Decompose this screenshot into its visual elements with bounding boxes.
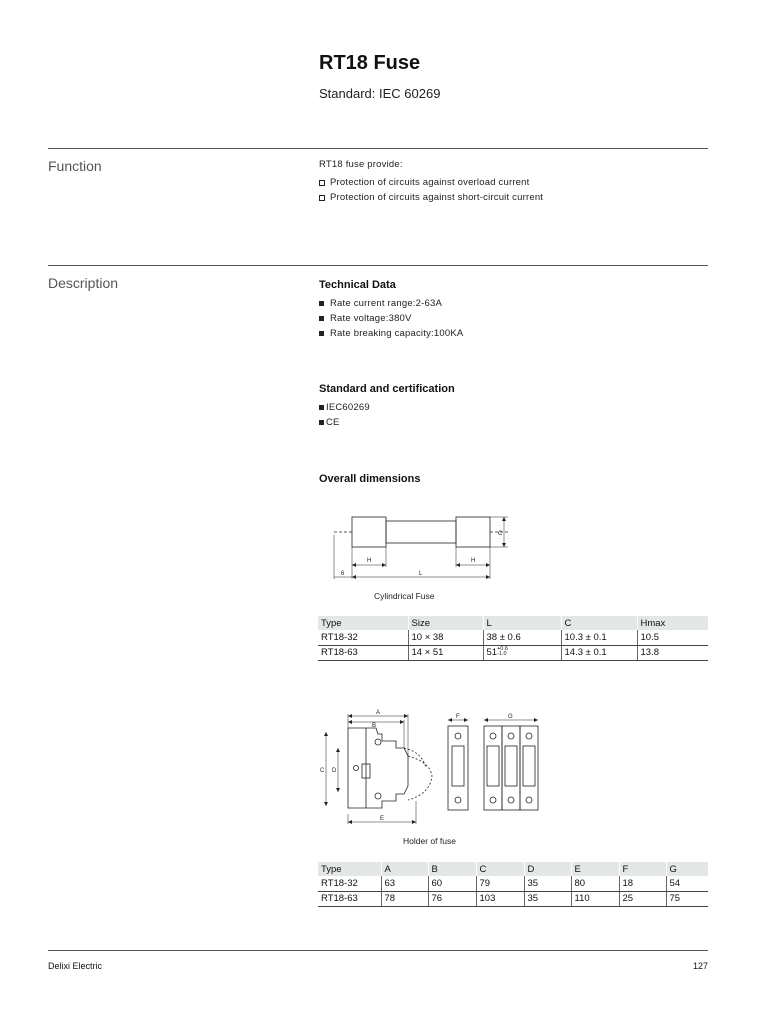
list-item-text: Protection of circuits against overload current — [330, 177, 530, 188]
table-cell: 38 ± 0.6 — [483, 630, 561, 645]
list-item — [319, 400, 370, 415]
column-header: Hmax — [637, 616, 708, 630]
section-label-function: Function — [48, 158, 102, 174]
table-cell: 78 — [381, 891, 428, 906]
footer-brand: Delixi Electric — [48, 961, 103, 971]
table-cell — [483, 645, 561, 660]
cylindrical-fuse-table — [318, 616, 708, 661]
tolerance-lower: -1.0 — [497, 651, 507, 658]
footer-divider — [48, 950, 708, 951]
column-header: C — [561, 616, 637, 630]
column-header: B — [428, 862, 476, 876]
page-title: RT18 Fuse — [319, 52, 421, 74]
column-header: D — [524, 862, 571, 876]
dim-label-h: H — [367, 558, 372, 564]
dim-label-b: B — [372, 723, 377, 729]
table-header-row — [318, 862, 708, 876]
table-cell: 35 — [524, 891, 571, 906]
cylindrical-fuse-caption: Cylindrical Fuse — [374, 591, 435, 601]
dim-label-a: A — [376, 710, 381, 716]
fuse-holder-table — [318, 862, 708, 907]
column-header: C — [476, 862, 524, 876]
standard-subtitle: Standard: IEC 60269 — [319, 86, 441, 101]
table-cell: 10.5 — [637, 630, 708, 645]
tolerance — [497, 647, 508, 657]
length-value: 51 — [486, 647, 498, 658]
dim-label-6: 6 — [341, 571, 345, 577]
table-cell: 18 — [619, 876, 666, 891]
list-item — [319, 326, 463, 341]
section-divider-description — [48, 265, 708, 266]
technical-data-list — [319, 296, 463, 341]
table-cell: 76 — [428, 891, 476, 906]
square-bullet-icon — [319, 316, 324, 321]
table-row — [318, 630, 708, 645]
checkbox-bullet-icon — [319, 180, 325, 186]
list-item — [319, 415, 370, 430]
column-header: A — [381, 862, 428, 876]
list-item-text: Rate breaking capacity:100KA — [330, 328, 464, 339]
list-item — [319, 311, 463, 326]
table-cell: RT18-32 — [318, 630, 408, 645]
list-item — [319, 296, 463, 311]
table-cell: 80 — [571, 876, 619, 891]
table-row — [318, 645, 708, 660]
standards-list — [319, 400, 370, 430]
function-intro: RT18 fuse provide: — [319, 159, 403, 170]
dim-label-l: L — [419, 571, 423, 577]
column-header: Type — [318, 616, 408, 630]
fuse-holder-diagram — [318, 706, 558, 831]
table-cell: RT18-63 — [318, 645, 408, 660]
standards-heading: Standard and certification — [319, 383, 455, 395]
square-bullet-icon — [319, 301, 324, 306]
table-cell: 79 — [476, 876, 524, 891]
list-item-text: CE — [326, 417, 340, 428]
table-header-row — [318, 616, 708, 630]
square-bullet-icon — [319, 420, 324, 425]
table-cell: 10.3 ± 0.1 — [561, 630, 637, 645]
fuse-holder-caption: Holder of fuse — [403, 836, 456, 846]
table-cell: 103 — [476, 891, 524, 906]
dim-label-c: C — [498, 531, 503, 537]
list-item — [319, 175, 543, 190]
table-cell: RT18-63 — [318, 891, 381, 906]
table-cell: 14 × 51 — [408, 645, 483, 660]
dim-label-e: E — [380, 816, 385, 822]
table-cell: 54 — [666, 876, 708, 891]
table-row — [318, 891, 708, 906]
column-header: L — [483, 616, 561, 630]
table-cell: 35 — [524, 876, 571, 891]
column-header: E — [571, 862, 619, 876]
list-item-text: Protection of circuits against short-circuit current — [330, 192, 544, 203]
list-item-text: Rate current range:2-63A — [330, 298, 442, 309]
table-cell: RT18-32 — [318, 876, 381, 891]
column-header: G — [666, 862, 708, 876]
table-cell: 63 — [381, 876, 428, 891]
column-header: Type — [318, 862, 381, 876]
list-item — [319, 190, 543, 205]
cylindrical-fuse-diagram — [318, 505, 518, 585]
technical-data-heading: Technical Data — [319, 279, 396, 291]
table-cell: 14.3 ± 0.1 — [561, 645, 637, 660]
table-cell: 10 × 38 — [408, 630, 483, 645]
page-number: 127 — [692, 961, 708, 971]
dim-label-f: F — [456, 714, 460, 720]
dim-label-d: D — [332, 768, 337, 774]
dimensions-heading: Overall dimensions — [319, 473, 421, 485]
dim-label-c: C — [320, 768, 325, 774]
table-cell: 75 — [666, 891, 708, 906]
square-bullet-icon — [319, 331, 324, 336]
square-bullet-icon — [319, 405, 324, 410]
table-cell: 60 — [428, 876, 476, 891]
checkbox-bullet-icon — [319, 195, 325, 201]
table-cell: 110 — [571, 891, 619, 906]
dim-label-h: H — [471, 558, 476, 564]
section-label-description: Description — [48, 275, 119, 291]
dim-label-g: G — [508, 714, 513, 720]
table-row — [318, 876, 708, 891]
table-cell: 25 — [619, 891, 666, 906]
function-list — [319, 175, 543, 205]
section-divider-function — [48, 148, 708, 149]
list-item-text: Rate voltage:380V — [330, 313, 412, 324]
column-header: Size — [408, 616, 483, 630]
column-header: F — [619, 862, 666, 876]
table-cell: 13.8 — [637, 645, 708, 660]
tolerance-upper: +0.6 — [497, 646, 508, 653]
list-item-text: IEC60269 — [326, 402, 370, 413]
